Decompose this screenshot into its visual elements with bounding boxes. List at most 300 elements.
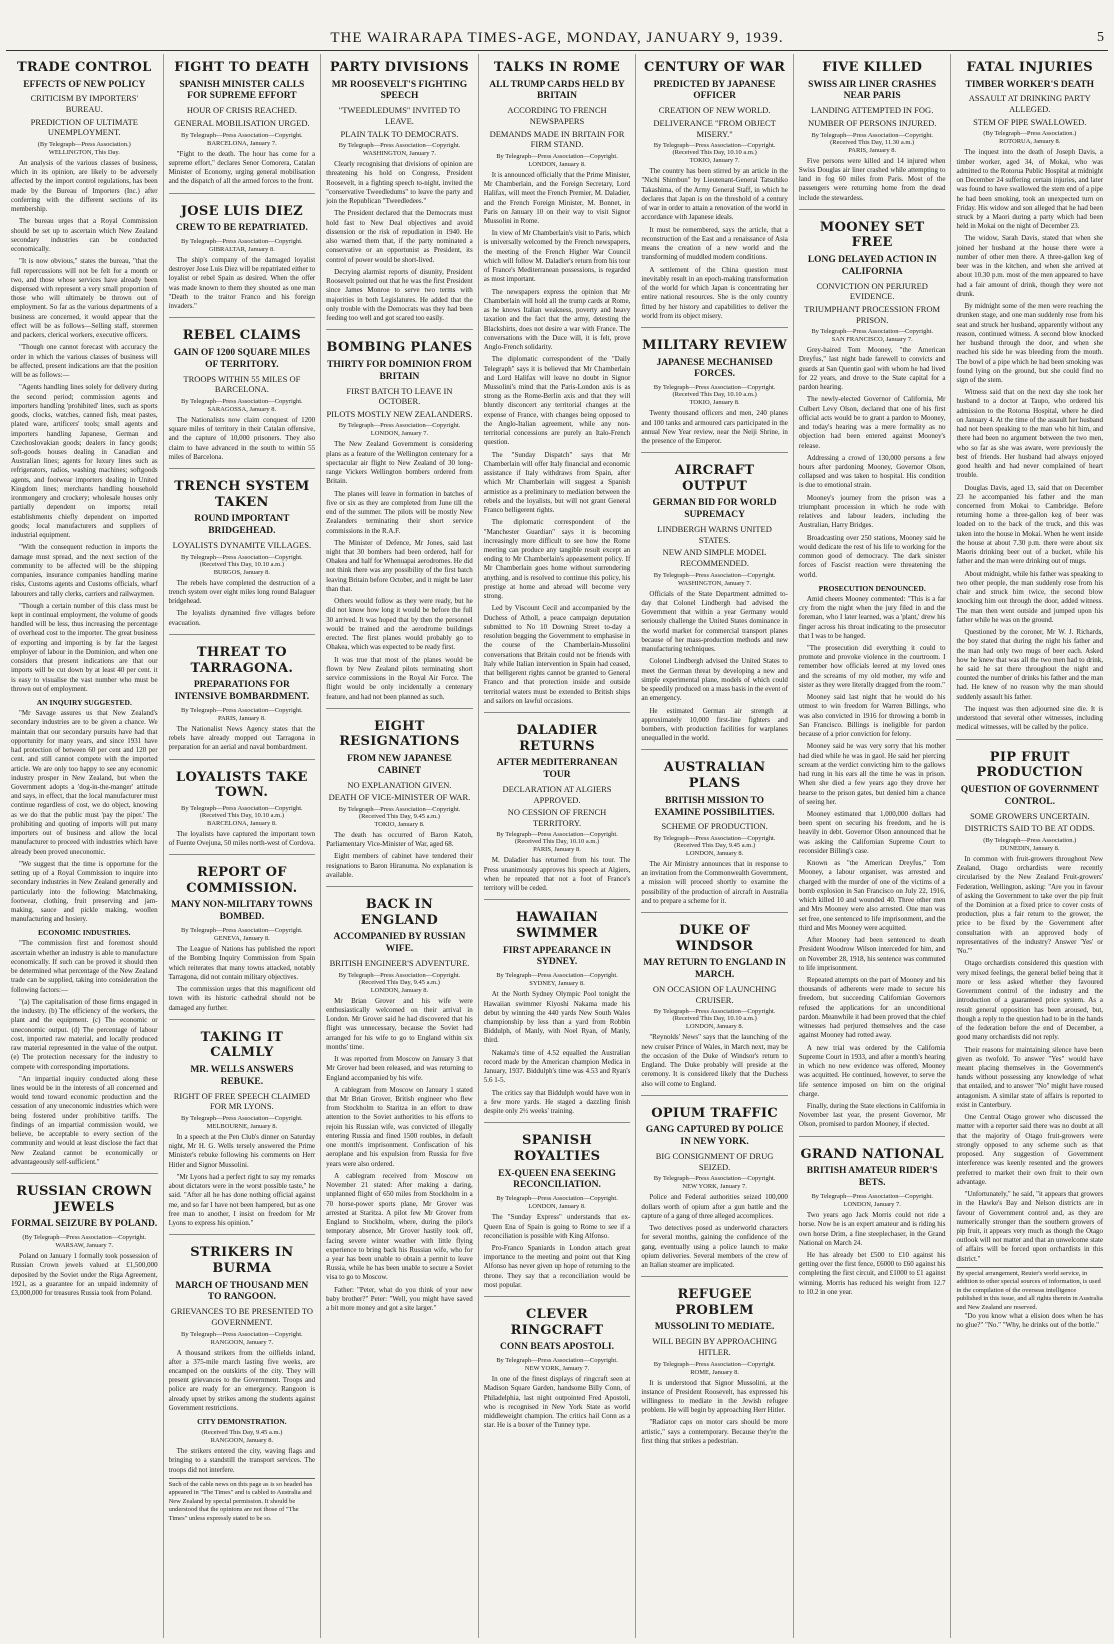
article-byline: By Telegraph—Press Association—Copyright. xyxy=(181,927,303,935)
article-paragraph: The loyalists have captured the important town of Fuente Ovejuna, 50 miles north-west of Cordova. xyxy=(168,829,316,847)
article-byline: (By Telegraph—Press Association.) xyxy=(983,836,1077,844)
article-subheadline: CONVICTION ON PERJURED EVIDENCE. xyxy=(816,280,928,302)
article-subheadline: DEMANDS MADE IN BRITAIN FOR FIRM STAND. xyxy=(489,128,625,150)
article-paragraph: It was true that most of the planes would be flown by New Zealand pilots terminating short service commissions in the Royal Air Force. The flight would be only incidentally a centenary feature, and had not been planned as such. xyxy=(326,655,473,701)
article xyxy=(484,60,631,706)
article-subheadline: ALL TRUMP CARDS HELD BY BRITAIN xyxy=(489,79,625,102)
editorial-note: By special arrangement, Reuter's world service, in addition to other special sources of information, is used in the compilation of the overseas intelligence published in this issue, and all rights therein in Australia and New Zealand are reserved. xyxy=(956,1267,1103,1312)
article-subheadline: GANG CAPTURED BY POLICE IN NEW YORK. xyxy=(645,1125,784,1148)
column-7 xyxy=(951,54,1108,1638)
article-paragraph: Colonel Lindbergh advised the United States to meet the German threat by developing a new and simple experimental plane, models of which could be speedily produced on a mass basis in the event of an emergency. xyxy=(641,657,788,703)
article-dateline: RANGOON, January 8. xyxy=(210,1437,274,1445)
article-dateline: ROME, January 8. xyxy=(690,1368,739,1376)
article xyxy=(326,708,473,880)
article-dateline: MELBOURNE, January 8. xyxy=(206,1122,278,1130)
article-paragraph: It is understood that Signor Mussolini, at the instance of President Roosevelt, has expressed his willingness to mediate in the Jewish refugee problem. He will begin by approaching Herr Hitler. xyxy=(641,1378,788,1415)
article-subheadline: WILL BEGIN BY APPROACHING HITLER. xyxy=(652,1336,777,1357)
article-paragraph: The bureau urges that a Royal Commission should be set up to ascertain which New Zealand secondary industries can be conducted economically. xyxy=(11,217,158,254)
article-subheadline: FORMAL SEIZURE BY POLAND. xyxy=(11,1219,158,1230)
article-paragraph: Officials of the State Department admitted to-day that Colonel Lindbergh had advised the Government that within a year Germany would seriously challenge the United States dominance in the world market for commercial transport planes because of her mass-production methods and new manufacturing techniques. xyxy=(641,589,788,654)
article-paragraph: It must be remembered, says the article, that a reconstruction of the East and a renaissance of Asia means the creation of a new world and the transforming of muddled modern conditions. xyxy=(641,225,788,262)
article-byline: (Received This Day, 9.45 a.m.) xyxy=(201,1429,283,1437)
article xyxy=(169,1234,316,1523)
article-paragraph: An analysis of the various classes of business, which in its opinion, are likely to be adversely affected by the import control regulations, has been made by the Bureau of Importers (Inc.) after conferring with the different sections of its membership. xyxy=(11,158,158,214)
article-paragraph: The President declared that the Democrats must hold fast to New Deal objectives and avoid dissension or the risk of repudiation in 1940. He also warned them that, if the party nominated a conservative or an opportunist as President, its control of power would be short-lived. xyxy=(326,209,473,264)
article-headline: REFUGEE PROBLEM xyxy=(675,1287,754,1318)
article-paragraph: The death has occurred of Baron Katoh, Parliamentary Vice-Minister of War, aged 68. xyxy=(326,830,473,849)
article-paragraph: He estimated German air strength at approximately 10,000 first-line fighters and bombers, with production facilities for warplanes unequalled in the world. xyxy=(641,706,788,743)
article-byline: By Telegraph—Press Association—Copyright. (Received This Day, 10.10 a.m.) xyxy=(496,831,618,846)
article-byline: By Telegraph—Press Association—Copyright. xyxy=(811,1193,933,1201)
article-paragraph: Mr Brian Grover and his wife were enthusiastically welcomed on their arrival in London. Mr Grover said he had discovered that his flight was unnecessary, because the Soviet had arranged for his wife to go to England within six months' time. xyxy=(326,996,473,1051)
article-dateline: LONDON, January 8. xyxy=(685,1023,744,1031)
article-paragraph: Amid cheers Mooney commented: "This is a far cry from the night when the jury filed in and the foreman, who I later learned, was a 'plant,' drew his finger across his throat indicating to the prosecutor that I was to be hanged. xyxy=(798,594,946,640)
article xyxy=(169,759,316,849)
article-dateline: LONDON, January 8. xyxy=(685,850,744,857)
section-subheading: ECONOMIC INDUSTRIES. xyxy=(38,928,131,938)
article-byline: By Telegraph—Press Association—Copyright. (Received This Day, 10.10 a.m.) xyxy=(181,553,303,568)
article-paragraph: It was reported from Moscow on January 3 that Mr Grover had been released, and was returning to England accompanied by his wife. xyxy=(326,1055,473,1082)
article xyxy=(11,60,158,1167)
article-dateline: LONDON, January 8. xyxy=(370,986,429,994)
article-byline: By Telegraph—Press Association—Copyright. (Received This Day, 10.10 a.m.) xyxy=(181,804,303,819)
article-subheadline: LONG DELAYED ACTION IN CALIFORNIA xyxy=(807,254,937,277)
article-byline: By Telegraph—Press Association—Copyright. xyxy=(496,1195,618,1203)
article xyxy=(641,60,788,321)
article-headline: REBEL CLAIMS xyxy=(182,328,302,344)
article-subheadline: SCHEME OF PRODUCTION. xyxy=(661,821,768,832)
article-dateline: PARIS, January 8. xyxy=(533,846,581,854)
article-paragraph: "Reynolds' News" says that the launching of the new cruiser Prince of Wales, in March next, may be the occasion of the Duke of Windsor's return to England. The Duke probably will preside at the ceremony. It is considered likely that the Duchess also will come to England. xyxy=(641,1033,788,1088)
article-paragraph: "Unfortunately," he said, "it appears that growers in the Hawke's Bay and Nelson districts are in favour of Government control and, as they are numerically stronger than the southern growers of pip fruit, it appears very much as though the Otago outlook will not matter and that an unwelcome state of affairs will be forced upon orchardists in this district." xyxy=(956,1190,1104,1263)
article-subheadline: LANDING ATTEMPTED IN FOG. xyxy=(811,105,934,116)
article-subheadline: CREATION OF NEW WORLD. xyxy=(658,105,771,116)
article-paragraph: "We suggest that the time is opportune for the setting up of a Royal Commission to inquire into secondary industries in New Zealand generally and particularly into the following: Matchmaking, footwear, clothing, fruit preserving and jam-making, sauce and pickle making, woollen manufacturing and hosiery. xyxy=(11,859,158,924)
article-byline: By Telegraph—Press Association—Copyright. (Received This Day, 9.45 a.m.) xyxy=(653,835,776,849)
article-paragraph: The critics say that Biddulph would have won in a few more yards. He staged a dazzling finish despite only 2½ weeks' training. xyxy=(483,1088,631,1116)
article-paragraph: After Mooney had been sentenced to death President Woodrow Wilson interceded for him, and on November 28, 1918, his sentence was commuted to life imprisonment. xyxy=(798,936,946,972)
column-4 xyxy=(479,54,637,1638)
article xyxy=(641,452,788,743)
article xyxy=(169,1019,316,1229)
article-subheadline: GRIEVANCES TO BE PRESENTED TO GOVERNMENT. xyxy=(170,1306,314,1327)
article-headline: LOYALISTS TAKE TOWN. xyxy=(176,769,308,801)
article-byline: By Telegraph—Press Association—Copyright. (Received This Day, 11.30 a.m.) xyxy=(811,131,933,146)
newspaper-title: THE WAIRARAPA TIMES-AGE, MONDAY, JANUARY 9, 1939. xyxy=(330,30,784,46)
article-subheadline: ACCORDING TO FRENCH NEWSPAPERS xyxy=(507,105,607,126)
article-subheadline: PILOTS MOSTLY NEW ZEALANDERS. xyxy=(326,408,473,419)
article-subheadline: NO EXPLANATION GIVEN. xyxy=(347,779,452,790)
article-subheadline: TROOPS WITHIN 55 MILES OF BARCELONA. xyxy=(183,373,301,395)
article-paragraph: Nakama's time of 4.52 equalled the Australian record made by the American champion Medica in January, 1937. Biddulph's time was 4.53 and Ryan's 5.6 1-5. xyxy=(483,1048,631,1085)
article-subheadline: MR. WELLS ANSWERS REBUKE. xyxy=(190,1064,294,1087)
article-dateline: WELLINGTON, This Day. xyxy=(48,148,120,156)
article-paragraph: The loyalists dynamited five villages before evacuation. xyxy=(168,609,316,627)
article-paragraph: Two detectives posed as underworld characters for several months, gaining the confidence of the gang, eventually using a police launch to make opium deliveries. Several members of the crew of an Italian steamer are implicated. xyxy=(641,1224,788,1269)
article-paragraph: It is announced officially that the Prime Minister, Mr Chamberlain, and the Foreign Secretary, Lord Halifax, will meet the French Premier, M. Daladier, and the French Foreign Minister, M. Bonnet, in Paris on January 10 on their way to visit Signor Mussolini in Rome. xyxy=(483,170,631,226)
article-headline: BOMBING PLANES xyxy=(326,340,473,356)
article xyxy=(326,329,473,702)
article-subheadline: NEW AND SIMPLE MODEL RECOMMENDED. xyxy=(662,547,767,569)
article-paragraph: Mooney said last night that he would do his utmost to win freedom for Warren Billings, who was also convicted in 1916 for throwing a bomb in San Francisco. Billings is ineligible for pardon because of a prior conviction for felony. xyxy=(798,693,946,739)
article-paragraph: Their reasons for maintaining silence have been given as twofold. To answer "Yes" would have meant placing themselves in the Government's hands without possessing any knowledge of what that entailed, and to answer "No" might have roused antagonism. A similar state of affairs is reported to exist in Canterbury. xyxy=(956,1045,1104,1109)
article-byline: By Telegraph—Press Association—Copyright. xyxy=(181,131,303,139)
article-subheadline: LINDBERGH WARNS UNITED STATES. xyxy=(657,524,772,545)
article xyxy=(169,468,316,628)
article-headline: FIVE KILLED xyxy=(822,60,923,75)
article-paragraph: The diplomatic correspondent of the "Daily Telegraph" says it is believed that Mr Chamberlain and Lord Halifax will leave no doubt in Signor Mussolini's mind that the Paris-London axis is as strong as the Rome-Berlin axis and that they will bluntly disconcert any territorial changes at the expense of France, with changes being opposed to the Anglo-Italian agreement, while any non-territorial concessions are purely an Italo-French question. xyxy=(483,355,631,447)
article xyxy=(799,209,946,1130)
article-subheadline: CRITICISM BY IMPORTERS' BUREAU. xyxy=(30,93,139,115)
article-paragraph: The diplomatic correspondent of the "Manchester Guardian" says it is becoming increasingly more difficult to see how the Rome meeting can produce any tangible result except an ending to Mr Chamberlain's appeasement policy. If Mr Chamberlain goes home without surrendering anything, and is resolved to continue this policy, his prestige at home and abroad will become very strong. xyxy=(483,518,631,601)
article-paragraph: Police and Federal authorities seized 100,000 dollars worth of opium after a gun battle and the capture of a gang of three alleged accomplices. xyxy=(641,1193,788,1220)
article-subheadline: PREPARATIONS FOR INTENSIVE BOMBARDMENT. xyxy=(174,680,310,702)
article-dateline: BARCELONA, January 8. xyxy=(207,819,277,827)
article-paragraph: Clearly recognising that divisions of opinion are threatening his hold on Congress, President Roosevelt, in a fighting speech to-night, invited the "conservative Tweedledums" to leave the party and join the Republican "Tweedledees." xyxy=(326,160,473,206)
article-subheadline: GENERAL MOBILISATION URGED. xyxy=(174,117,310,128)
article-subheadline: THIRTY FOR DOMINION FROM BRITAIN xyxy=(327,359,472,382)
article-dateline: DUNEDIN, January 8. xyxy=(999,844,1060,852)
article-subheadline: GAIN OF 1200 SQUARE MILES OF TERRITORY. xyxy=(173,348,311,370)
article-headline: MOONEY SET FREE xyxy=(819,219,925,251)
article-paragraph: Repeated attempts on the part of Mooney and his thousands of adherents were made to secure his freedom, but succeeding Californian Governors refused the applications for an unconditional pardon. Meanwhile it had been proved that the chief witnesses had perjured themselves and the case against Mooney had rotted away. xyxy=(798,975,946,1040)
column-3 xyxy=(321,54,479,1638)
article-paragraph: Led by Viscount Cecil and accompanied by the Duchess of Atholl, a peace campaign deputation submitted to No 10 Downing Street to-day a resolution begging the Government to emphasise in the course of the Chamberlain-Mussolini conversations that Britain could not be friends with Italy while Italian intervention in Spain had ceased, that belligerent rights cannot be granted to General Franco and that protection inside and outside territorial waters must be extended to British ships and sailors on lawful occasions. xyxy=(483,604,631,705)
article-headline: TAKING IT CALMLY xyxy=(200,1029,284,1061)
article-dateline: SYDNEY, January 8. xyxy=(529,980,585,988)
article-byline: By Telegraph—Press Association—Copyright. xyxy=(653,571,776,579)
article-byline: By Telegraph—Press Association—Copyright. xyxy=(653,1175,776,1183)
article-subheadline: MUSSOLINI TO MEDIATE. xyxy=(654,1322,775,1333)
article-paragraph: Two years ago Jack Morris could not ride a horse. Now he is an expert amateur and is riding his own horse Drim, a fine steeplechaser, in the Grand National on March 24. xyxy=(798,1211,946,1247)
article-paragraph: In view of Mr Chamberlain's visit to Paris, which is universally welcomed by the French newspapers, the meeting of the French Higher War Council which will follow M. Daladier's return from his tour of France's Mediterranean possessions, is regarded as most important. xyxy=(483,229,631,284)
article-dateline: GIBRALTAR, January 8. xyxy=(208,246,275,253)
article-subheadline: NO CESSION OF FRENCH TERRITORY. xyxy=(507,807,607,828)
article-byline: By Telegraph—Press Association—Copyright. xyxy=(496,152,618,160)
article-headline: REPORT OF COMMISSION. xyxy=(186,865,298,896)
article-paragraph: Finally, during the State elections in California in November last year, the present Governor, Mr Olson, promised to pardon Mooney, if elected. xyxy=(798,1102,946,1129)
article-subheadline: BRITISH MISSION TO EXAMINE POSSIBILITIES. xyxy=(654,795,775,818)
article-subheadline: "TWEEDLEDUMS" INVITED TO LEAVE. xyxy=(338,105,461,126)
article-paragraph: A cablegram received from Moscow on November 21 stated: After making a daring, unplanned flight of 650 miles from Stockholm in a 70 horse-power sports plane, Mr Grover was arrested at Staritza. A pilot few Mr Grover from England to Stockholm, where, during the pilot's temporary absence, Mr Grover hastily took off, facing severe winter weather with little flying experience to bring back his Russian wife, who for a year has been unable to obtain a permit to leave Russia, while he has been unable to secure a Soviet visa to go to Moscow. xyxy=(326,1171,473,1282)
article-dateline: TOKIO, January 8. xyxy=(374,820,425,828)
article-subheadline: DISTRICTS SAID TO BE AT ODDS. xyxy=(964,823,1095,834)
article-byline: By Telegraph—Press Association—Copyright. (Received This Day, 10.10 a.m.) xyxy=(653,142,776,157)
column-6 xyxy=(794,54,952,1638)
article-paragraph: "Agents handling lines solely for delivery during the second period; commission agents and importers handling 'prohibited' lines, such as sports goods, clocks, watches, canned fish, meat pastes, plated ware, artificers' tools; small agents and importers handling Japanese, German and Czechoslovakian goods; dealers in fancy goods; soft-goods houses dealing in Canadian and Australian lines; agents for luxury lines such as refrigerators, radios, washing machines; softgoods agents, and footwear importers dealing in United Kingdom lines; merchants handling household ironmongery and crockery; wholesale houses only partially dependent on imports; retail establishments chiefly dependent on imported goods; local manufacturers and suppliers of industrial equipment. xyxy=(11,383,158,540)
article-headline: THREAT TO TARRAGONA. xyxy=(190,644,294,676)
article-subheadline: DECLARATION AT ALGIERS APPROVED. xyxy=(502,783,612,805)
article-paragraph: The "Sunday Express" understands that ex-Queen Ena of Spain is going to Rome to see if a reconciliation is possible with King Alfonso. xyxy=(483,1213,631,1240)
article-subheadline: EX-QUEEN ENA SEEKING RECONCILIATION. xyxy=(498,1168,616,1191)
article-paragraph: The inquest was then adjourned sine die. It is understood that several other witnesses, including medical witnesses, will be called by the police. xyxy=(956,704,1104,732)
article-paragraph: "(a) The capitalisation of those firms engaged in the industry. (b) The efficiency of the workers, the plant and the equipment. (c) The economic or uneconomic output. (d) The percentage of labour cost, imported raw material, and locally produced raw material represented in the value of the output. (e) The protection necessary for the industry to compete with corresponding importations. xyxy=(11,997,158,1071)
article xyxy=(641,1276,788,1446)
article-paragraph: "Fight to the death. The hour has come for a supreme effort," declares Senor Comorera, Catalan Minister of Economy, urging general mobilisation and the dispatch of all the armed forces to the front. xyxy=(168,149,316,186)
article-paragraph: One Central Otago grower who discussed the matter with a reporter said there was no doubt at all that the majority of Otago fruit-growers were strongly opposed to any scheme such as that proposed. Any suggestion of Government interference was keenly resented and the growers preferred to market their own fruit to their own advantage. xyxy=(956,1113,1104,1186)
article xyxy=(326,886,473,1313)
article-byline: By Telegraph—Press Association—Copyright. (Received This Day, 10.10 a.m.) xyxy=(653,384,776,399)
article-headline: GRAND NATIONAL xyxy=(800,1146,944,1162)
article xyxy=(799,60,946,203)
article-paragraph: Douglas Davis, aged 13, said that on December 23 he accompanied his father and the man concerned from Mokai to Cambridge. Before returning home a three-gallon keg of beer was loaded on to the back of the truck, and this was taken into the house in Mokai. When he went inside the house at about 7.30 p.m. there were about six Maoris drinking beer out of a bucket, while his father and the man were drinking out of mugs. xyxy=(956,483,1104,566)
editorial-note: Such of the cable news on this page as is so headed has appeared in "The Times" and is cabled to Australia and New Zealand by special permission. It should be understood that the opinions are not those of "The Times" unless expressly stated to be so. xyxy=(169,1478,316,1523)
article-paragraph: By midnight some of the men were reaching the drunken stage, and one man suddenly rose from his seat and struck her husband, apparently without any reason, continued witness. A second blow knocked her husband through the door, and when she reached his side he was bleeding from the mouth. The bowl of a pipe which he had been smoking was found lying on the ground, but she could find no sign of the stem. xyxy=(956,302,1104,384)
article-paragraph: The planes will leave in formation in batches of five or six as they are completed from June till the end of the summer. The pilots will be mostly New Zealanders terminating their short service commissions in the R.A.F. xyxy=(326,489,473,535)
article-paragraph: The newly-elected Governor of California, Mr Culbert Levy Olson, declared that one of his first official acts would be to grant a pardon to Mooney, and today's hearing was a mere formality as no objection had been entered against Mooney's release. xyxy=(798,395,946,450)
article-subheadline: MAY RETURN TO ENGLAND IN MARCH. xyxy=(643,958,786,981)
article-subheadline: BIG CONSIGNMENT OF DRUG SEIZED. xyxy=(655,1151,774,1172)
article-paragraph: The Nationalist News Agency states that the rebels have already mopped out Tarragona in preparation for an aerial and naval bombardment. xyxy=(168,724,316,752)
article-subheadline: CREW TO BE REPATRIATED. xyxy=(175,223,308,234)
article-dateline: BARCELONA, January 7. xyxy=(207,139,277,147)
article-subheadline: BRITISH AMATEUR RIDER'S BETS. xyxy=(806,1166,938,1189)
article-subheadline: ROUND IMPORTANT BRIDGEHEAD. xyxy=(194,514,290,537)
article-headline: DALADIER RETURNS xyxy=(516,722,598,754)
article-headline: MILITARY REVIEW xyxy=(642,337,788,353)
article-paragraph: The rebels have completed the destruction of a trench system over eight miles long round Balaguer bridgehead. xyxy=(168,578,316,606)
article xyxy=(641,327,788,446)
article-paragraph: The Minister of Defence, Mr Jones, said last night that 30 bombers had been ordered, half for Ohakea and half for Whenuapai aerodromes. He did not think there was any possibility of the first batch leaving Britain before October, and it might be later than that. xyxy=(326,538,473,593)
article-byline: (By Telegraph—Press Association—Copyright. xyxy=(22,1234,147,1242)
column-1 xyxy=(6,54,164,1638)
article-paragraph: The widow, Sarah Davis, stated that when she joined her husband at the house there were a number of other men there. A three-gallon keg of beer was in the kitchen, and when she arrived at about 10.30 p.m. most of the men appeared to have had a fair amount of drink, though they were not drunk. xyxy=(956,234,1104,298)
article xyxy=(956,739,1103,1331)
article-paragraph: The ship's company of the damaged loyalist destroyer Jose Luis Diez will be repatriated either to loyalist or rebel Spain as desired. When the offer was made known to them they shouted as one man "Death to the traitor Franco and his foreign invaders." xyxy=(168,256,316,311)
article-headline: RUSSIAN CROWN JEWELS xyxy=(16,1184,153,1215)
column-2 xyxy=(164,54,322,1638)
article-dateline: GENEVA, January 8. xyxy=(213,935,270,943)
article-dateline: ROTORUA, January 8. xyxy=(999,138,1061,146)
article-paragraph: "Though one cannot forecast with accuracy the order in which the various classes of business will be affected, present indications are that the position will be as follows:— xyxy=(11,343,158,380)
article-headline: AIRCRAFT OUTPUT xyxy=(674,463,755,494)
article-paragraph: Grey-haired Tom Mooney, "the American Dreyfus," last night bade farewell to convicts and guards at San Quentin gaol with whom he had lived for 22 years, and drove to the State capital for a pardon hearing. xyxy=(798,346,946,392)
article-paragraph: The country has been stirred by an article in the "Nichi Shimbun" by Lieutenant-General Tatsuhiko Takashima, of the Army General Staff, in which he declares that Japan is on the threshold of a century of war in order to attain a renovation of the world in accordance with Japanese ideals. xyxy=(641,167,788,222)
article xyxy=(484,899,631,1116)
article-headline: TALKS IN ROME xyxy=(493,60,621,75)
article-subheadline: LOYALISTS DYNAMITE VILLAGES. xyxy=(172,540,312,551)
article-byline: (By Telegraph—Press Association.) xyxy=(37,140,131,148)
article-paragraph: A settlement of the China question must inevitably result in an epoch-making transformation of the world for which Japan is concentrating her entire national resources. She is the only country fitted by her history and capabilities to deliver the world from its object misery. xyxy=(641,265,788,320)
article-paragraph: The Nationalists now claim conquest of 1200 square miles of territory in their Catalan offensive, and the capture of 10,000 prisoners. They also claim to have advanced in the south to within 55 miles of Barcelona. xyxy=(168,416,316,461)
article-subheadline: MARCH OF THOUSAND MEN TO RANGOON. xyxy=(175,1280,309,1303)
article-subheadline: MANY NON-MILITARY TOWNS BOMBED. xyxy=(171,900,313,923)
article-subheadline: EFFECTS OF NEW POLICY xyxy=(23,79,146,90)
article-paragraph: "With the consequent reduction in imports the damage must spread, and the next section of the community to be affected will be the shipping companies, insurance companies handling marine risks, Customs agents and Customs officials, wharf labourers and tally clerks, carriers and railwaymen. xyxy=(11,543,158,598)
filler-joke: Father: "Peter, what do you think of your new baby brother?" Peter: "Well, you might have saved a bit more money and got a site larger." xyxy=(326,1285,473,1313)
article-subheadline: GERMAN BID FOR WORLD SUPREMACY xyxy=(652,498,777,521)
article-paragraph: The inquest into the death of Joseph Davis, a timber worker, aged 34, of Mokai, who was admitted to the Rotorua Public Hospital at midnight on December 24 suffering certain injuries, and later was found to have swallowed the stem end of a pipe he had been smoking, took an unexpected turn on Friday. His widow and son alleged that he had been struck by a Maori during a party which had been held in Mokai on the night of December 23. xyxy=(956,148,1104,231)
article-paragraph: Others would follow as they were ready, but he did not know how long it would be before the full 30 arrived. It was hoped that by then the personnel would be trained and the aerodrome buildings erected. The first planes would probably go to Ohakea, which was expected to be ready first. xyxy=(326,597,473,652)
article xyxy=(169,854,316,1013)
article-paragraph: M. Daladier has returned from his tour. The Press unanimously approves his speech at Algiers, when he repeated that not a foot of France's territory will be ceded. xyxy=(483,856,631,893)
article-headline: CLEVER RINGCRAFT xyxy=(510,1307,604,1338)
article-subheadline: NUMBER OF PERSONS INJURED. xyxy=(807,117,937,128)
article xyxy=(641,912,788,1089)
article-dateline: BURGOS, January 8. xyxy=(213,568,271,576)
article xyxy=(641,1095,788,1270)
article-paragraph: Decrying alarmist reports of disunity, President Roosevelt pointed out that he was the first President since James Monroe to serve two terms with majorities in both Legislatures. He added that the only trouble with the Democrats was they had been feeding too well and got scared too easily. xyxy=(326,267,473,322)
article-subheadline: PLAIN TALK TO DEMOCRATS. xyxy=(340,128,459,139)
page-columns xyxy=(6,54,1108,1638)
article-byline: By Telegraph—Press Association—Copyright. (Received This Day, 9.45 a.m.) xyxy=(338,971,461,986)
article-byline: By Telegraph—Press Association—Copyright. xyxy=(181,1114,303,1122)
article-subheadline: ACCOMPANIED BY RUSSIAN WIFE. xyxy=(333,932,466,955)
article xyxy=(799,1136,946,1297)
article-headline: TRENCH SYSTEM TAKEN xyxy=(174,479,310,510)
article-byline: By Telegraph—Press Association—Copyright. xyxy=(181,398,303,405)
article-byline: By Telegraph—Press Association—Copyright. (Received This Day, 10.10 a.m.) xyxy=(653,1008,776,1023)
article-paragraph: "Mr Lyons had a perfect right to say my remarks about dictators were in the worst possible taste," he said. "After all he has done nothing official against me, and so far I have not been hampered, but as one free man to another, I insist on freedom for Mr Lyons to express his opinion." xyxy=(168,1172,316,1228)
article-subheadline: SPANISH MINISTER CALLS FOR SUPREME EFFORT xyxy=(179,79,305,102)
article-paragraph: Eight members of cabinet have tendered their resignations to Baron Hiranuma. No explanation is available. xyxy=(326,852,473,879)
article-headline: AUSTRALIAN PLANS xyxy=(663,760,766,792)
article-dateline: PARIS, January 8. xyxy=(217,714,266,722)
article-headline: EIGHT RESIGNATIONS xyxy=(339,718,460,750)
article-paragraph: Questioned by the coroner, Mr W. J. Richards, the boy stated that during the night his father and the man had only two mugs of beer each. Asked how he knew that was all the two men had to drink, he said he sat there throughout the night and counted the number of drinks his father and the man had. He knew of no reason why the man should suddenly assault his father. xyxy=(956,628,1104,701)
article-byline: (By Telegraph—Press Association.) xyxy=(983,130,1077,138)
article xyxy=(11,1173,158,1298)
article-subheadline: BRITISH ENGINEER'S ADVENTURE. xyxy=(329,958,470,969)
article xyxy=(484,1296,631,1430)
article xyxy=(169,193,316,312)
article-headline: PARTY DIVISIONS xyxy=(329,60,469,75)
article-headline: FATAL INJURIES xyxy=(966,60,1093,75)
article-subheadline: FROM NEW JAPANESE CABINET xyxy=(347,753,452,776)
article-subheadline: FIRST APPEARANCE IN SYDNEY. xyxy=(503,945,612,968)
article-paragraph: Pro-Franco Spaniards in London attach great importance to the meeting and point out that King Alfonso has never given up hope of returning to the throne. They say that a reconciliation would be most popular. xyxy=(483,1243,631,1289)
article-paragraph: The "Sunday Dispatch" says that Mr Chamberlain will offer Italy financial and economic assistance if Italy withdraws from Spain, after which Mr Chamberlain will suggest a Spanish armistice as a preliminary to mediation between the rebels and the loyalists, but will not grant General Franco belligerent rights. xyxy=(483,450,631,515)
article-dateline: WASHINGTON, January 7. xyxy=(362,150,437,158)
article-headline: SPANISH ROYALTIES xyxy=(513,1133,601,1164)
article-subheadline: TRIUMPHANT PROCESSION FROM PRISON. xyxy=(804,303,941,325)
article-paragraph: The commission urges that this magnificent old town with its historic cathedral should not be damaged any further. xyxy=(168,985,316,1012)
filler-joke: "Radiator caps on motor cars should be more artistic," says a contemporary. Because they're the first thing that strikes a pedestrian. xyxy=(641,1418,788,1445)
article-byline: By Telegraph—Press Association—Copyright. xyxy=(653,1360,776,1368)
article-paragraph: "It is now obvious," states the bureau, "that the full repercussions will not be felt for a month or two, and those whose services have already been dispensed with represent a very small proportion of those who will ultimately be thrown out of employment. So far as the various departments of a business are concerned, it would appear that the effect will be as follows—Selling staff, storemen and packers, clerical workers, executive officers. xyxy=(11,257,158,340)
article-byline: By Telegraph—Press Association—Copyright. xyxy=(338,422,461,430)
article-dateline: LONDON, January 7. xyxy=(370,430,429,438)
article-byline: By Telegraph—Press Association—Copyright. xyxy=(496,1357,618,1365)
section-subheading: AN INQUIRY SUGGESTED. xyxy=(36,698,132,708)
article-paragraph: "The commission first and foremost should ascertain whether an industry is able to manufacture economically. If such can be proved it should then be determined what percentage of the New Zealand trade can be supplied, taking into consideration the following factors:— xyxy=(11,939,158,994)
article-paragraph: "An impartial inquiry conducted along these lines would be in the interests of all concerned and would tend toward economic production and the cessation of any uneconomic industries which were being fostered under prohibitive tariffs. The findings of an impartial commission would, we believe, be acceptable to every section of the community and would at least disclose the fact that New Zealand cannot be economically or advantageously self-sufficient." xyxy=(11,1074,158,1166)
article-paragraph: The New Zealand Government is considering plans as a feature of the Wellington centenary for a spectacular air flight to New Zealand of 30 long-range Vickers Wellington bombers ordered from Britain. xyxy=(326,440,473,486)
article-byline: By Telegraph—Press Association—Copyright. (Received This Day, 9.45 a.m.) xyxy=(338,805,461,820)
article-subheadline: ASSAULT AT DRINKING PARTY ALLEGED. xyxy=(968,93,1091,115)
article-paragraph: Otago orchardists considered this question with very mixed feelings, the general belief being that it more or less asked whether they favoured Government control of the industry and the introduction of a guaranteed price system. As a result general opposition has been aroused, but, though a reply to the question had to be in the hands of the federation before the end of December, a good many orchardists did not reply. xyxy=(956,959,1104,1042)
article-subheadline: DEATH OF VICE-MINISTER OF WAR. xyxy=(328,792,471,803)
article-dateline: NEW YORK, January 7. xyxy=(524,1365,590,1373)
article-paragraph: "The prosecution did everything it could to promote and provoke violence in the courtroom. I remember how officials leered at my loved ones and the screams of my old mother, my wife and sister as they were literally dragged from the room." xyxy=(798,644,946,689)
article-headline: JOSE LUIS DIEZ xyxy=(180,203,303,219)
article-headline: DUKE OF WINDSOR xyxy=(675,923,754,954)
article xyxy=(169,60,316,187)
article-headline: OPIUM TRAFFIC xyxy=(651,1105,778,1121)
article-paragraph: A thousand strikers from the oilfields inland, after a 375-mile march lasting five weeks, are encamped on the outskirts of the city. They will present grievances to the Government. Troops and police are ready for an emergency. Rangoon is already upset by strikes among the students against Government restrictions. xyxy=(168,1348,316,1412)
article-byline: By Telegraph—Press Association—Copyright. xyxy=(496,972,618,980)
article-headline: HAWAIIAN SWIMMER xyxy=(515,910,599,941)
section-subheading: PROSECUTION DENOUNCED. xyxy=(818,583,926,593)
article-subheadline: ON OCCASION OF LAUNCHING CRUISER. xyxy=(652,984,777,1005)
article-dateline: WARSAW, January 7. xyxy=(55,1242,114,1250)
article-subheadline: FIRST BATCH TO LEAVE IN OCTOBER. xyxy=(346,385,453,407)
article-paragraph: About midnight, while his father was speaking to two other people, the man suddenly rose from his chair and struck him twice, the second blow knocking him out through the door, added witness. The man then went outside and jumped upon his father while he was on the ground. xyxy=(956,569,1104,624)
article-paragraph: The League of Nations has published the report of the Bombing Inquiry Commission from Spain which reiterates that many towns attacked, notably Tarragona, did not contain military objectives. xyxy=(168,945,316,981)
article-paragraph: "Mr Savage assures us that New Zealand's secondary industries are to be given a chance. We maintain that our secondary pursuits have had that opportunity for many years, and since 1931 have had protection of between 60 per cent and 120 per cent. and still cannot compete with the imported article. We are only too happy to see any economic industry prosper in New Zealand, but when the Government adopts a 'dog-in-the-manger' attitude and says, in effect, that the local manufacturer must continue regardless of cost, we do object, knowing as we do that the public must 'pay the piper.' The prohibiting and quoting of imports will put many importers out of business and allow the local manufacturer to proceed with industries which have already been proved uneconomic. xyxy=(11,709,158,856)
article-dateline: WASHINGTON, January 7. xyxy=(678,579,752,587)
column-5 xyxy=(636,54,794,1638)
article-headline: TRADE CONTROL xyxy=(16,60,152,75)
article-paragraph: He has already bet £500 to £10 against his getting over the first fence, £6000 to £60 against his completing the first circuit, and £1000 to £1 against winning. Morris has reduced his weight from 12.7 to 10.2 in one year. xyxy=(798,1251,946,1296)
article-byline: By Telegraph—Press Association—Copyright. xyxy=(181,238,303,245)
article xyxy=(956,60,1103,733)
article-paragraph: Twenty thousand officers and men, 240 planes and 100 tanks and armoured cars participated in the annual New Year review, near the Neiji Shrine, in the presence of the Emperor. xyxy=(641,409,788,446)
article-paragraph: Known as "the American Dreyfus," Tom Mooney, a labour organiser, was arrested and charged with the murder of one of the victims of a bomb explosion in San Francisco on July 22, 1916, which killed 10 and wounded 40. Three other men and Mrs Mooney were also arrested. One man was set free, one sentenced to life imprisonment, and the third and Mrs Mooney were acquitted. xyxy=(798,859,946,932)
article-dateline: TOKIO, January 7. xyxy=(689,157,740,165)
article-subheadline: STEM OF PIPE SWALLOWED. xyxy=(973,116,1087,127)
article xyxy=(326,60,473,323)
page-number: 5 xyxy=(1097,30,1104,45)
article-paragraph: A new trial was ordered by the California Supreme Court in 1933, and after a month's hearing in which no new evidence was offered, Mooney was acquitted. He continued, however, to serve the life sentence imposed on him on the original charge. xyxy=(798,1043,946,1098)
article xyxy=(484,712,631,893)
article-paragraph: Five persons were killed and 14 injured when Swiss Douglas air liner crashed while attempting to land in fog 60 miles from Paris. Most of the passengers were returning home from the dead include the stewardess. xyxy=(798,156,946,202)
article-subheadline: MR ROOSEVELT'S FIGHTING SPEECH xyxy=(331,79,468,102)
article xyxy=(641,749,788,906)
article-byline: By Telegraph—Press Association—Copyright. xyxy=(181,1330,303,1338)
article-byline: By Telegraph—Press Association—Copyright. xyxy=(181,706,303,714)
article-paragraph: In a speech at the Pen Club's dinner on Saturday night, Mr H. G. Wells tersely answered the Prime Minister's rebuke following his comments on Herr Hitler and Signor Mussolini. xyxy=(168,1132,316,1169)
article xyxy=(169,634,316,753)
article xyxy=(169,317,316,462)
article-paragraph: The Air Ministry announces that in response to an invitation from the Commonwealth Government, a mission will proceed shortly to examine the possibility of the production of aircraft in Australia and to prepare a scheme for it. xyxy=(641,860,788,905)
article-paragraph: Witness said that on the next day she took her husband to a doctor at Taupo, who ordered his admission to the Rotorua Hospital, where he died on January 4. At the time of the assault her husband had not been speaking to the man who hit him, and there had been no argument between the two men, who so far as she was aware, were previously the best of friends. Her husband had always enjoyed good health and had never complained of heart trouble. xyxy=(956,388,1104,480)
article-subheadline: DELIVERANCE "FROM OBJECT MISERY." xyxy=(653,117,776,139)
article-subheadline: AFTER MEDITERRANEAN TOUR xyxy=(496,758,618,781)
article-paragraph: A cablegram from Moscow on January 1 stated that Mr Brian Grover, British engineer who flew from Stockholm to Staritza in an effort to draw attention to the Soviet authorities to his efforts to rejoin his Russian wife, was convicted of illegally entering Russia and fined 1500 roubles, in default one month's imprisonment. Confiscation of his aeroplane and his expulsion from Russia for five years were also ordered. xyxy=(326,1085,473,1168)
article-subheadline: SOME GROWERS UNCERTAIN. xyxy=(970,810,1090,821)
article-dateline: LONDON, January 7. xyxy=(843,1201,901,1209)
article-paragraph: Mooney's journey from the prison was a triumphant procession in which he rode with relatives and labour leaders, including the Australian, Harry Bridges. xyxy=(798,493,946,530)
article-subheadline: PREDICTED BY JAPANESE OFFICER xyxy=(653,79,776,102)
article-paragraph: Mooney estimated that 1,000,000 dollars had been spent on securing his freedom, and he is heavily in debt. Governor Olson announced that he was asking the Californian Supreme Court to reconsider Billing's case. xyxy=(798,809,946,855)
article-paragraph: The strikers entered the city, waving flags and bringing to a standstill the transport services. The troops did not interfere. xyxy=(168,1447,316,1474)
article-dateline: TOKIO, January 8. xyxy=(689,399,740,407)
article-headline: CENTURY OF WAR xyxy=(643,60,786,75)
article-subheadline: SWISS AIR LINER CRASHES NEAR PARIS xyxy=(808,79,937,102)
article-byline: By Telegraph—Press Association—Copyright. xyxy=(811,328,933,336)
article-dateline: NEW YORK, January 7. xyxy=(682,1183,747,1191)
article-subheadline: PREDICTION OF ULTIMATE UNEMPLOYMENT. xyxy=(30,116,138,138)
article-headline: FIGHT TO DEATH xyxy=(174,60,310,75)
article-paragraph: In common with fruit-growers throughout New Zealand, Otago orchardists were recently circularised by the New Zealand Fruit-growers' Federation, Wellington, asking: "Are you in favour of asking the Government to take over the pip fruit of the Dominion at a fixed price to cover costs of production, plus a fair return to the grower, the price to be fixed by the Government after consultation with an approved body of representatives of the industry? Answer 'Yes' or 'No.'" xyxy=(956,854,1104,956)
section-subheading: CITY DEMONSTRATION. xyxy=(197,1417,287,1427)
masthead xyxy=(6,28,1108,51)
article-dateline: LONDON, January 8. xyxy=(528,1203,586,1211)
article-headline: BACK IN ENGLAND xyxy=(360,897,439,928)
article-subheadline: TIMBER WORKER'S DEATH xyxy=(965,79,1094,90)
article-paragraph: The newspapers express the opinion that Mr Chamberlain will hold all the trump cards at Rome, as he knows Italian weakness, poverty and heavy taxation and the fact that the army, detesting the Blackshirts, does not desire a war with France. The conversations with the Duce will, it is felt, prove Anglo-French solidarity. xyxy=(483,287,631,352)
article-paragraph: Addressing a crowd of 130,000 persons a few hours after pardoning Mooney, Governor Olson, collapsed and was taken to hospital. His condition is due to emotional strain. xyxy=(798,453,946,490)
article-dateline: SAN FRANCISCO, January 7. xyxy=(831,336,913,344)
article-paragraph: Broadcasting over 250 stations, Mooney said he would dedicate the rest of his life to working for the common good of democracy. The dark sinister forces of Fascist reaction were threatening the world. xyxy=(798,533,946,579)
article-subheadline: CONN BEATS APOSTOLI. xyxy=(500,1342,614,1353)
article-paragraph: "Though a certain number of this class must be kept in continual employment, the volume of goods handled will be less, thus increasing the percentage of overhead cost to the importer. The great business of exporting and importing is by far the largest employer of labour in the Dominion, and when one considers that present indications are that our imports will be cut down by at least 40 per cent. it is easy to visualise the vast number who must be thrown out of employment. xyxy=(11,601,158,693)
article-dateline: LONDON, January 8. xyxy=(528,160,586,168)
article-dateline: PARIS, January 8. xyxy=(848,146,897,154)
article-paragraph: In one of the finest displays of ringcraft seen at Madison Square Garden, handsome Billy Conn, of Philadelphia, last night outpointed Fred Apostoli, who is recognised in New York State as world middleweight champion. The critics hail Conn as a star. He is a boxer of the Tunney type. xyxy=(483,1375,631,1430)
article-subheadline: RIGHT OF FREE SPEECH CLAIMED FOR MR LYONS. xyxy=(173,1090,311,1112)
